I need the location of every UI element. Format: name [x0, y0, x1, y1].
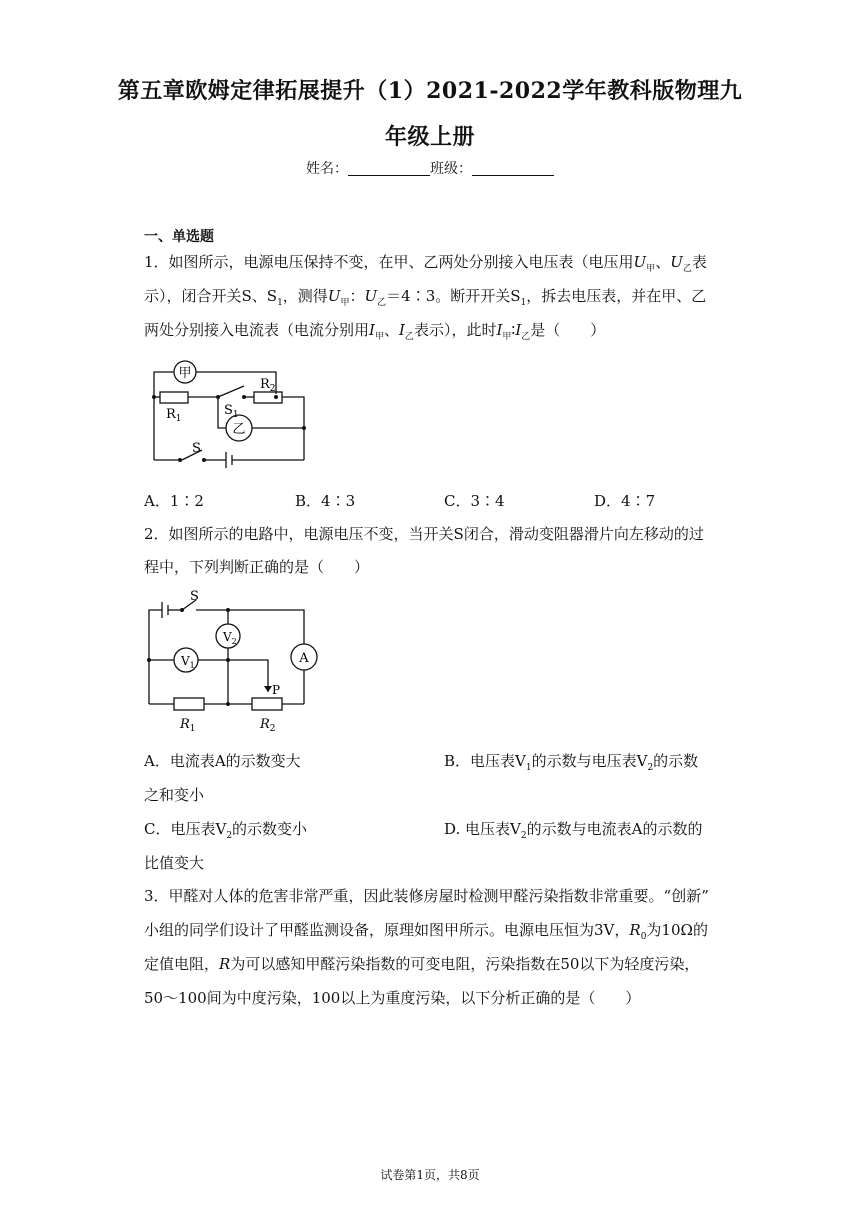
q3-stem-line3: 定值电阻，R为可以感知甲醛污染指数的可变电阻，污染指数在50以下为轻度污染，: [144, 955, 700, 973]
slider-p-label: P: [272, 683, 281, 697]
r2-label: $R_2$: [260, 717, 276, 734]
v2-meter-label: $V_2$: [223, 630, 237, 646]
q2-option-d[interactable]: D. 电压表$V_2$的示数与电流表A的示数的: [444, 820, 703, 841]
section-heading: 一、单选题: [144, 229, 214, 245]
r1-label: $R_1$: [180, 717, 196, 734]
q2-circuit-diagram: [144, 586, 324, 738]
r1-label: $R_1$: [166, 407, 182, 424]
page-footer: 试卷第1页，共8页: [380, 1168, 480, 1182]
q2-option-c[interactable]: C．电压表$V_2$的示数变小: [144, 820, 308, 841]
ammeter-label: A: [299, 651, 309, 666]
page-title-cont: 年级上册: [384, 124, 475, 150]
q1-option-d[interactable]: D．4∶7: [594, 492, 656, 510]
q1-option-a[interactable]: A．1∶2: [144, 492, 204, 510]
student-info: [0, 158, 860, 178]
page-title: 第五章欧姆定律拓展提升（1）2021-2022学年教科版物理九: [117, 78, 743, 104]
name-blank[interactable]: [348, 161, 430, 176]
v1-meter-label: $V_1$: [181, 654, 195, 670]
q1-stem-line3: 两处分别接入电流表（电流分别用$I_甲$、$I_乙$表示），此时$I_甲∶I_乙$是（ ）: [144, 321, 606, 342]
q2-stem-line2: 程中，下列判断正确的是（ ）: [144, 558, 370, 576]
q3-stem-line1: 3．甲醛对人体的危害非常严重，因此装修房屋时检测甲醛污染指数非常重要。“创新”: [144, 887, 709, 905]
q3-stem-line4: 50～100间为中度污染，100以上为重度污染，以下分析正确的是（ ）: [144, 989, 641, 1007]
s1-label: $S_1$: [224, 403, 239, 420]
q2-option-a[interactable]: A．电流表A的示数变大: [144, 752, 301, 770]
meter-yi-label: 乙: [232, 422, 246, 437]
name-label: 姓名：: [306, 161, 348, 177]
q1-stem-line2: 示），闭合开关S、$S_1$，测得$U_甲$：$U_乙=4∶3$。断开开关$S_1$，拆去电压表，并在甲、乙: [144, 287, 707, 308]
q1-option-b[interactable]: B．4∶3: [295, 492, 356, 510]
r2-label: $R_2$: [260, 377, 276, 394]
q2-option-b-cont: 之和变小: [144, 786, 205, 804]
q1-circuit-diagram: [144, 352, 314, 470]
q2-option-b[interactable]: B．电压表$V_1$的示数与电压表$V_2$的示数: [444, 752, 699, 773]
class-label: 班级：: [430, 161, 472, 177]
class-blank[interactable]: [472, 161, 554, 176]
q3-stem-line2: 小组的同学们设计了甲醛监测设备，原理如图甲所示。电源电压恒为3V，$R_0$为10Ω的: [144, 921, 708, 942]
s-label: S: [192, 441, 201, 456]
q1-option-c[interactable]: C．3∶4: [444, 492, 505, 510]
q2-option-d-cont: 比值变大: [144, 854, 205, 872]
switch-s-label: S: [190, 589, 199, 604]
q1-stem-line1: 1．如图所示，电源电压保持不变，在甲、乙两处分别接入电压表（电压用$U_甲$、$U_乙$表: [144, 253, 707, 274]
q2-stem-line1: 2．如图所示的电路中，电源电压不变，当开关S闭合，滑动变阻器滑片向左移动的过: [144, 525, 704, 543]
meter-jia-label: 甲: [178, 366, 192, 381]
